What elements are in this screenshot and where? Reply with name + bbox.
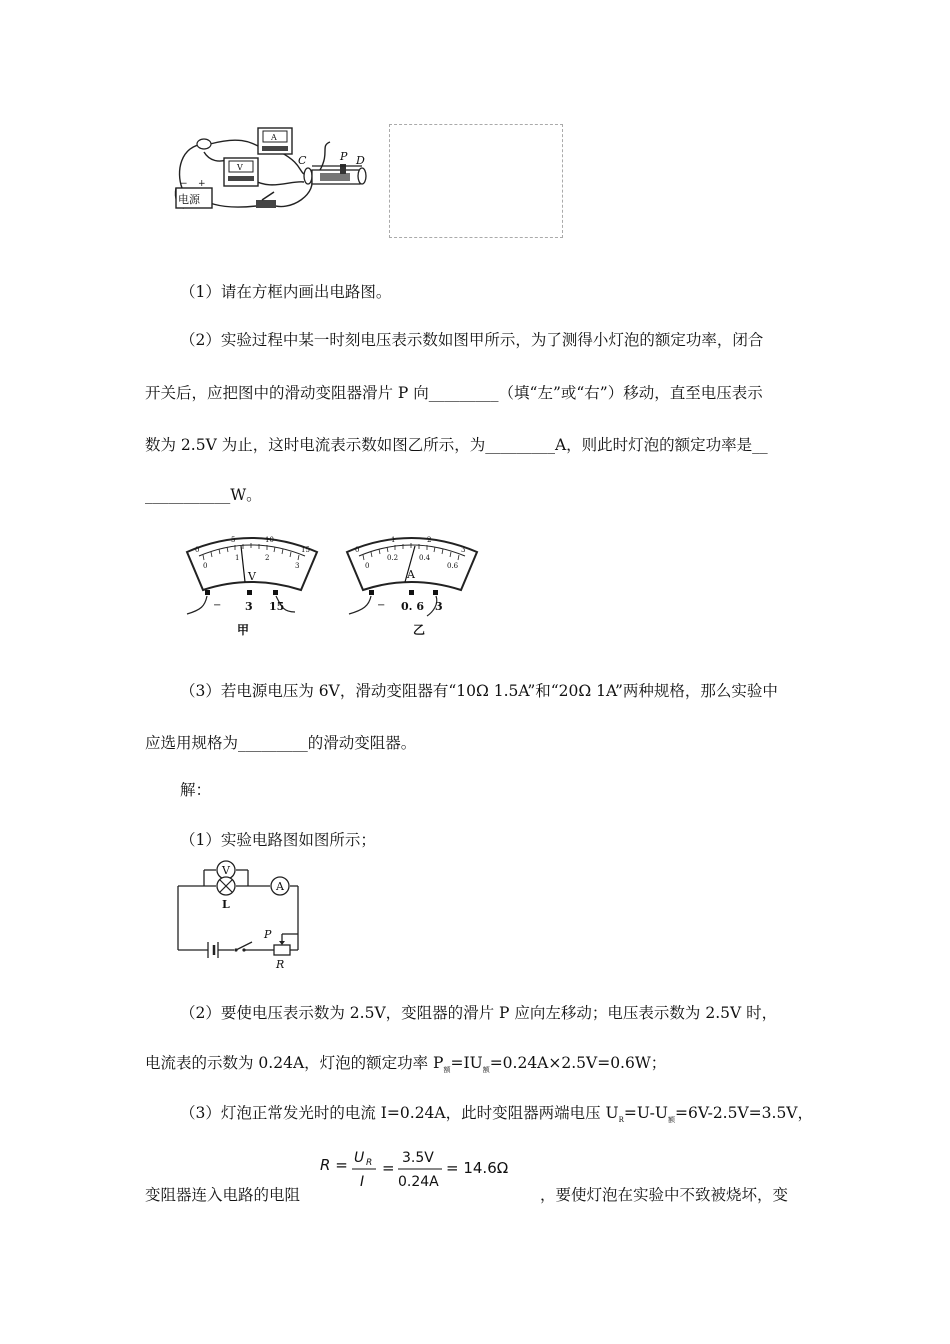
- question-2-line-1: （2）实验过程中某一时刻电压表示数如图甲所示，为了测得小灯泡的额定功率，闭合: [180, 331, 764, 349]
- formula-eq: =: [382, 1159, 395, 1177]
- circuit-rheostat-label: R: [276, 958, 285, 970]
- ammeter-terminal-3: 3: [435, 600, 443, 613]
- subscript-r: R: [618, 1116, 624, 1124]
- ammeter-device-icon: [258, 128, 292, 154]
- subscript-rated: 额: [667, 1116, 675, 1124]
- solution-3-line-2b: ，要使灯泡在实验中不致被烧坏，变: [540, 1186, 789, 1204]
- voltmeter-terminal-3: 3: [245, 600, 253, 613]
- voltmeter-top-tick-label: 0: [195, 546, 200, 554]
- solution-3-text-b: =U-U: [623, 1104, 668, 1122]
- ammeter-dial-figure: [343, 530, 483, 638]
- voltmeter-device-icon: [224, 158, 258, 186]
- rheostat-icon: [274, 945, 290, 955]
- formula-num2: 3.5V: [402, 1150, 434, 1166]
- circuit-diagram: [174, 858, 310, 970]
- question-2-line-4: ___________W。: [145, 486, 262, 504]
- power-label: 电源: [178, 193, 200, 206]
- formula-result: = 14.6Ω: [446, 1159, 509, 1177]
- formula-den2: 0.24A: [398, 1174, 439, 1190]
- voltmeter-terminal-minus: −: [213, 600, 222, 611]
- ammeter-terminal-minus: −: [377, 600, 386, 611]
- solution-1: （1）实验电路图如图所示；: [180, 831, 376, 849]
- circuit-voltmeter-label: V: [222, 864, 230, 877]
- voltmeter-unit: V: [248, 570, 256, 583]
- voltmeter-bottom-tick-label: 2: [265, 554, 270, 562]
- voltmeter-bottom-tick-label: 0: [203, 562, 208, 570]
- solution-2-line-1: （2）要使电压表示数为 2.5V，变阻器的滑片 P 应向左移动；电压表示数为 2.5V 时，: [180, 1004, 778, 1022]
- resistance-formula: [318, 1140, 538, 1196]
- solution-2-line-2: [145, 1053, 666, 1080]
- ammeter-bottom-tick-label: 0.4: [419, 554, 431, 562]
- subscript-rated: 额: [443, 1066, 451, 1074]
- physical-circuit-figure: [170, 122, 380, 222]
- ammeter-bottom-tick-label: 0: [365, 562, 370, 570]
- ammeter-top-tick-label: 3: [461, 546, 466, 554]
- question-2-line-2: 开关后，应把图中的滑动变阻器滑片 P 向_________（填“左”或“右”）移动，直至电压表示: [145, 384, 763, 402]
- point-d-label: D: [356, 154, 365, 167]
- question-2-line-3: 数为 2.5V 为止，这时电流表示数如图乙所示，为_________A，则此时灯泡的额定功率是__: [145, 436, 768, 454]
- ammeter-top-tick-label: 2: [427, 536, 432, 544]
- solution-label: 解：: [180, 781, 212, 799]
- solution-2-text-a: 电流表的示数为 0.24A，灯泡的额定功率 P: [145, 1054, 444, 1072]
- ammeter-unit: A: [407, 568, 415, 581]
- voltmeter-terminal-15: 15: [269, 600, 285, 613]
- circuit-lamp-label: L: [222, 898, 230, 911]
- voltmeter-bottom-tick-label: 1: [235, 554, 240, 562]
- terminal-plus: +: [198, 179, 206, 189]
- ammeter-top-tick-label: 1: [391, 536, 396, 544]
- solution-3-text-c: =6V-2.5V=3.5V，: [674, 1104, 814, 1122]
- rheostat-device-icon: [304, 164, 366, 184]
- point-c-label: C: [298, 154, 307, 167]
- formula-num1-sub: R: [366, 1158, 373, 1168]
- voltmeter-caption: 甲: [237, 623, 250, 637]
- lamp-icon: [217, 877, 235, 895]
- solution-3-text-a: （3）灯泡正常发光时的电流 I=0.24A，此时变阻器两端电压 U: [180, 1104, 619, 1122]
- ammeter-bottom-tick-label: 0.6: [447, 562, 459, 570]
- circuit-slider-label: P: [264, 928, 272, 941]
- terminal-minus: −: [180, 179, 188, 189]
- question-3-line-2: 应选用规格为_________的滑动变阻器。: [145, 734, 417, 752]
- question-1: （1）请在方框内画出电路图。: [180, 283, 392, 301]
- solution-3-line-2a: 变阻器连入电路的电阻: [145, 1186, 301, 1204]
- solution-2-text-c: =0.24A×2.5V=0.6W；: [489, 1054, 667, 1072]
- point-p-label: P: [340, 150, 348, 163]
- formula-lhs: R =: [320, 1156, 348, 1174]
- voltmeter-top-tick-label: 5: [231, 536, 236, 544]
- ammeter-bottom-tick-label: 0.2: [387, 554, 399, 562]
- svg-text:A: A: [271, 133, 277, 142]
- circuit-ammeter-label: A: [276, 880, 284, 893]
- formula-num1: U: [354, 1150, 365, 1166]
- drawing-box: [389, 124, 563, 238]
- voltmeter-top-tick-label: 10: [265, 536, 274, 544]
- voltmeter-dial-figure: [183, 530, 323, 638]
- solution-3-line-1: [180, 1103, 813, 1130]
- ammeter-terminal-0-6: 0. 6: [401, 600, 424, 613]
- svg-text:V: V: [237, 163, 243, 172]
- solution-2-text-b: =IU: [450, 1054, 483, 1072]
- question-3-line-1: （3）若电源电压为 6V，滑动变阻器有“10Ω 1.5A”和“20Ω 1A”两种规格，那么实验中: [180, 682, 778, 700]
- switch-icon: [256, 192, 276, 208]
- voltmeter-bottom-tick-label: 3: [295, 562, 300, 570]
- formula-den1: I: [360, 1174, 365, 1190]
- ammeter-top-tick-label: 0: [355, 546, 360, 554]
- subscript-rated: 额: [482, 1066, 490, 1074]
- ammeter-caption: 乙: [413, 623, 426, 637]
- voltmeter-top-tick-label: 15: [301, 546, 310, 554]
